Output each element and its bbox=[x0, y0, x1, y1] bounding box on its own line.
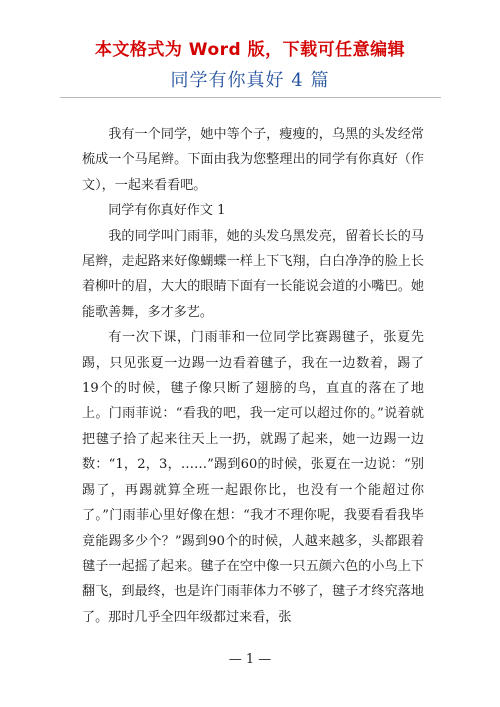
body-paragraph: 有一次下课，门雨菲和一位同学比赛踢毽子，张夏先踢，只见张夏一边踢一边看着毽子，我在一边数着，踢了19个的时候，毽子像只断了翅膀的鸟，直直的落在了地上。门雨菲说：“看我的吧，我一定可以超过你的。”说着就把毽子拾了起来往天上一扔，就踢了起来，她一边踢一边数：“1，2，3，……”踢到60的时候，张夏在一边说：“别踢了，再踢就算全班一起跟你比，也没有一个能超过你了。”门雨菲心里好像在想：“我才不理你呢，我要看看我毕竟能踢多少个？”踢到90个的时候，人越来越多，头都跟着毽子一起摇了起来。毽子在空中像一只五颜六色的小鸟上下翻飞，到最终，也是许门雨菲体力不够了，毽子才终究落地了。那时几乎全四年级都过来看，张 bbox=[82, 330, 424, 625]
page-title: 同学有你真好 4 篇 bbox=[170, 70, 330, 91]
section-heading: 同学有你真好作文 1 bbox=[108, 203, 226, 219]
page-number: — 1 — bbox=[228, 652, 272, 667]
body-paragraph: 我的同学叫门雨菲，她的头发乌黑发亮，留着长长的马尾辫，走起路来好像蝴蝶一样上下飞翔，白白净净的脸上长着柳叶的眉，大大的眼睛下面有一长能说会道的小嘴巴。她能歌善舞，多才多艺。 bbox=[82, 228, 424, 320]
document-body bbox=[82, 122, 424, 630]
format-banner: 本文格式为 Word 版，下载可任意编辑 bbox=[94, 40, 406, 60]
intro-paragraph: 我有一个同学，她中等个子，瘦瘦的，乌黑的头发经常梳成一个马尾辫。下面由我为您整理出的同学有你真好（作文），一起来看看吧。 bbox=[82, 127, 424, 193]
title-divider bbox=[60, 97, 441, 98]
